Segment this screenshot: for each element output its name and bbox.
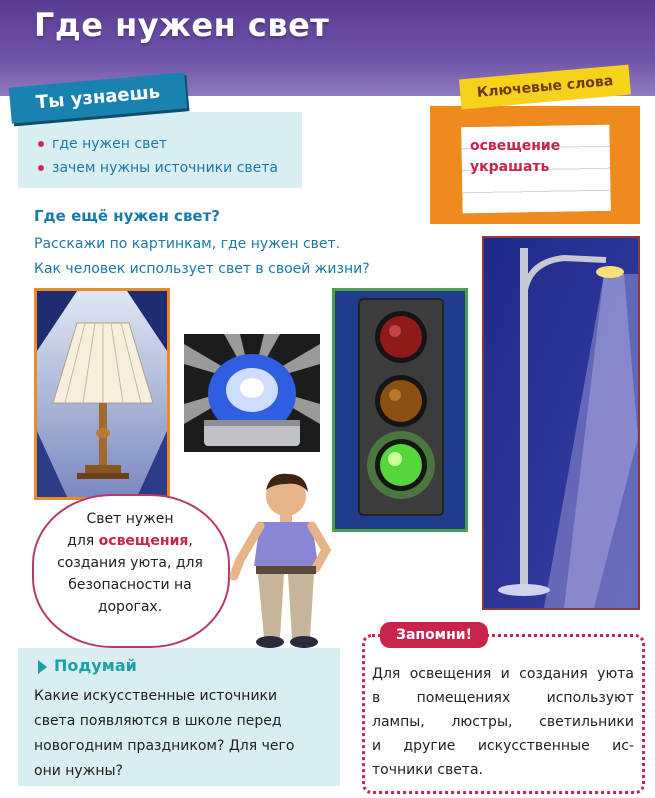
siren-picture (184, 334, 320, 452)
lamp-picture (34, 288, 170, 500)
bubble-line: дорогах. (97, 599, 163, 615)
speech-bubble-text (40, 508, 220, 618)
remember-line: лампы, люстры, светильники (372, 714, 634, 730)
question-title: Где ещё нужен свет? (34, 207, 220, 225)
page-title: Где нужен свет (34, 6, 330, 44)
traffic-light-picture (332, 288, 468, 532)
think-line: света появляются в школе перед (34, 713, 282, 729)
keyword-item: освещение (470, 138, 561, 154)
learn-ribbon: Ты узнаешь (9, 72, 187, 123)
think-line: они нужны? (34, 763, 123, 779)
keywords-ribbon: Ключевые слова (459, 65, 631, 110)
question-line: Как человек использует свет в своей жизни? (34, 261, 370, 277)
think-line: Какие искусственные источники (34, 688, 278, 704)
question-line: Расскажи по картинкам, где нужен свет. (34, 236, 341, 252)
remember-line: в помещениях используют (372, 690, 634, 706)
remember-line: Для освещения и создания уюта (372, 666, 634, 682)
bubble-line: безопасности на (68, 577, 192, 593)
remember-line: точники света. (372, 762, 483, 778)
learn-item: где нужен свет (38, 132, 278, 156)
highlight-word: освещения (98, 533, 189, 549)
remember-label: Запомни! (380, 622, 488, 648)
remember-line: и другие искусственные ис- (372, 738, 634, 754)
learn-item: зачем нужны источники света (38, 156, 278, 180)
keyword-item: украшать (470, 159, 550, 175)
street-light-picture (482, 236, 640, 610)
boy-illustration (226, 470, 346, 650)
bubble-line: создания уюта, для (57, 555, 203, 571)
think-title: Подумай (54, 656, 137, 675)
learn-list (38, 132, 278, 180)
bubble-line: Свет нужен (86, 511, 174, 527)
bubble-line: для освещения, (67, 533, 193, 549)
play-arrow-icon (38, 660, 47, 674)
think-line: новогодним праздником? Для чего (34, 738, 295, 754)
